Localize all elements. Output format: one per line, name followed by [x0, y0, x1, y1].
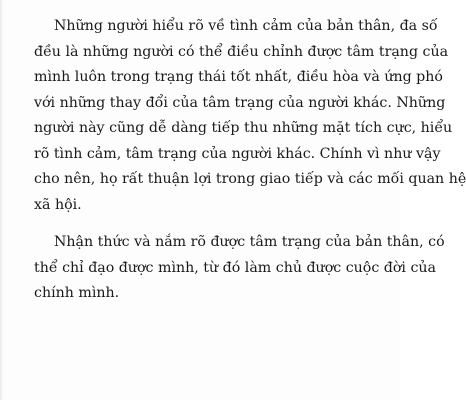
text-line: Nhận thức và nắm rõ được tâm trạng của bản thân, có — [54, 234, 445, 250]
text-line: thể chỉ đạo được mình, từ đó làm chủ được cuộc đời của — [34, 259, 436, 276]
paragraph-spacing — [34, 218, 374, 230]
text-line: cho nên, họ rất thuận lợi trong giao tiếp và các mối quan hệ — [34, 171, 466, 187]
page-edge-shadow — [0, 0, 3, 400]
paragraph-2 — [34, 230, 445, 307]
text-line: rõ tình cảm, tâm trạng của người khác. Chính vì như vậy — [34, 145, 441, 162]
text-line: mình luôn trong trạng thái tốt nhất, điều hòa và ứng phó — [34, 69, 443, 85]
text-line: người này cũng dễ dàng tiếp thu những mặt tích cực, hiểu — [34, 120, 453, 136]
text-line: với những thay đổi của tâm trạng của người khác. Những — [34, 94, 446, 111]
text-line: chính mình. — [34, 285, 120, 301]
text-line: xã hội. — [34, 196, 82, 213]
text-line: đều là những người có thể điều chỉnh được tâm trạng của — [34, 43, 449, 60]
text-line: Những người hiểu rõ về tình cảm của bản thân, đa số — [54, 18, 438, 34]
paragraph-1 — [34, 14, 466, 218]
body-text — [34, 14, 466, 307]
